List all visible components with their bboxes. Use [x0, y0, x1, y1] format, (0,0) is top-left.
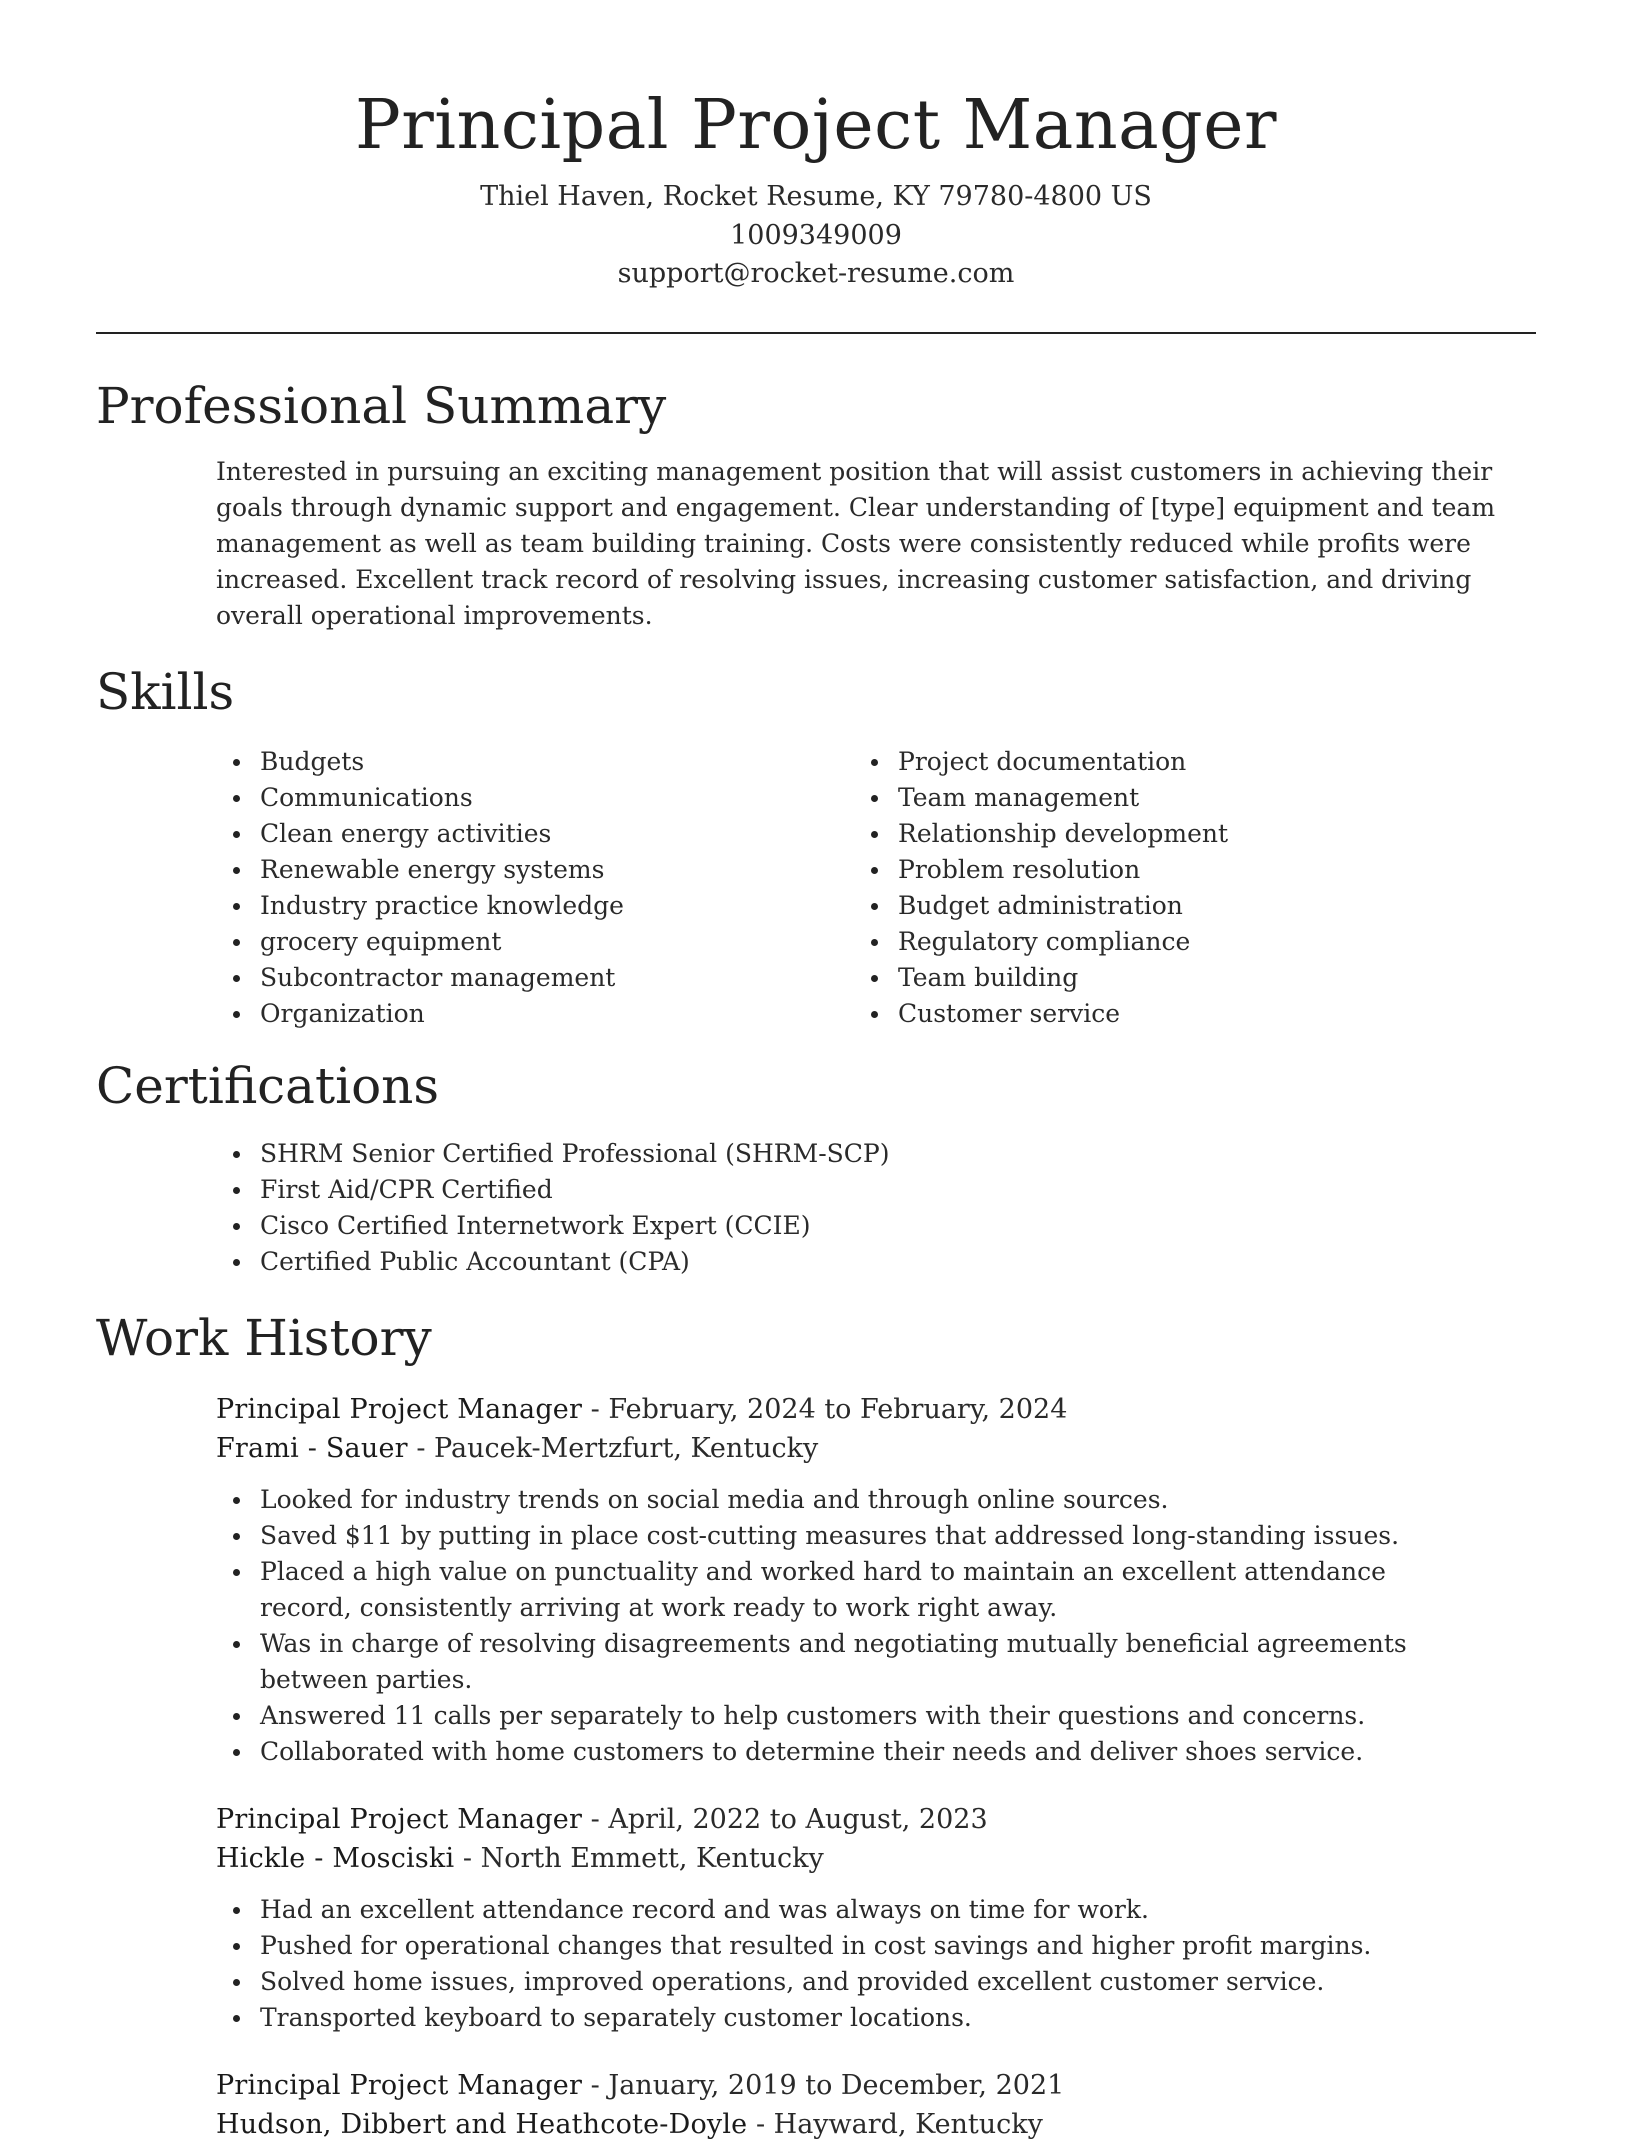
- job-entry: [216, 2066, 1536, 2144]
- skill-item: Project documentation: [898, 744, 1536, 780]
- job-dates: - February, 2024 to February, 2024: [582, 1393, 1068, 1425]
- certifications-section: [96, 1056, 1536, 1280]
- skill-item: Renewable energy systems: [260, 852, 898, 888]
- job-bullet: Transported keyboard to separately customer locations.: [260, 2000, 1470, 2036]
- job-entry: [216, 1390, 1536, 1770]
- summary-paragraph: Interested in pursuing an exciting management position that will assist customers in achieving their goals through dynamic support and engagement. Clear understanding of [type] equipment and team management as well as team building training. Costs were consistently reduced while profits were increased. Excellent track record of resolving issues, increasing customer satisfaction, and driving overall operational improvements.: [216, 456, 1496, 630]
- job-company-line: [216, 2105, 1536, 2144]
- skills-column-right: [898, 744, 1536, 1032]
- skill-item: Regulatory compliance: [898, 924, 1536, 960]
- job-title-line: [216, 1390, 1536, 1429]
- job-dates: - January, 2019 to December, 2021: [582, 2069, 1065, 2101]
- certification-item: First Aid/CPR Certified: [260, 1172, 1536, 1208]
- certification-item: Certified Public Accountant (CPA): [260, 1244, 1536, 1280]
- job-company: Hickle - Mosciski: [216, 1842, 455, 1874]
- job-bullet: Pushed for operational changes that resulted in cost savings and higher profit margins.: [260, 1928, 1470, 1964]
- resume-header: [96, 0, 1536, 294]
- job-role: Principal Project Manager: [216, 2069, 583, 2101]
- address-text: Thiel Haven, Rocket Resume, KY 79780-4800 US: [480, 181, 1152, 212]
- candidate-title: Principal Project Manager: [355, 86, 1277, 165]
- job-bullet: Collaborated with home customers to determine their needs and deliver shoes service.: [260, 1734, 1470, 1770]
- certification-item: Cisco Certified Internetwork Expert (CCIE): [260, 1208, 1536, 1244]
- job-bullet-list: [260, 1892, 1470, 2036]
- job-dates: - April, 2022 to August, 2023: [582, 1803, 988, 1835]
- job-title-line: [216, 1800, 1536, 1839]
- job-location: - Hayward, Kentucky: [747, 2108, 1043, 2140]
- skill-item: Communications: [260, 780, 898, 816]
- skills-grid: [260, 744, 1536, 1032]
- skill-item: Budgets: [260, 744, 898, 780]
- work-history-section: [96, 1308, 1536, 2144]
- job-bullet: Saved $11 by putting in place cost-cutting measures that addressed long-standing issues.: [260, 1518, 1470, 1554]
- skill-item: Relationship development: [898, 816, 1536, 852]
- job-company: Frami - Sauer: [216, 1432, 408, 1464]
- job-location: - Paucek-Mertzfurt, Kentucky: [407, 1432, 819, 1464]
- skill-item: Team building: [898, 960, 1536, 996]
- job-entry: [216, 1800, 1536, 2036]
- certifications-list: [260, 1136, 1536, 1280]
- email-text: support@rocket-resume.com: [617, 258, 1015, 289]
- contact-info: [96, 178, 1536, 294]
- job-company-line: [216, 1429, 1536, 1468]
- skill-item: Clean energy activities: [260, 816, 898, 852]
- job-bullet: Had an excellent attendance record and was always on time for work.: [260, 1892, 1470, 1928]
- skill-item: Customer service: [898, 996, 1536, 1032]
- job-bullet: Solved home issues, improved operations, and provided excellent customer service.: [260, 1964, 1470, 2000]
- skill-item: Subcontractor management: [260, 960, 898, 996]
- job-bullet: Placed a high value on punctuality and worked hard to maintain an excellent attendance record, consistently arriving at work ready to work right away.: [260, 1554, 1470, 1626]
- certifications-heading: Certifications: [96, 1056, 440, 1115]
- header-divider: [96, 332, 1536, 334]
- job-role: Principal Project Manager: [216, 1803, 583, 1835]
- summary-section: [96, 376, 1536, 634]
- skills-heading: Skills: [96, 662, 235, 721]
- skills-section: [96, 662, 1536, 1032]
- job-role: Principal Project Manager: [216, 1393, 583, 1425]
- job-bullet: Was in charge of resolving disagreements and negotiating mutually beneficial agreements between parties.: [260, 1626, 1470, 1698]
- certification-item: SHRM Senior Certified Professional (SHRM-SCP): [260, 1136, 1536, 1172]
- job-bullet: Looked for industry trends on social media and through online sources.: [260, 1482, 1470, 1518]
- job-bullet-list: [260, 1482, 1470, 1770]
- job-company: Hudson, Dibbert and Heathcote-Doyle: [216, 2108, 748, 2140]
- skill-item: Budget administration: [898, 888, 1536, 924]
- resume-page: [96, 0, 1536, 2144]
- job-company-line: [216, 1839, 1536, 1878]
- skill-item: Organization: [260, 996, 898, 1032]
- job-title-line: [216, 2066, 1536, 2105]
- skill-item: Problem resolution: [898, 852, 1536, 888]
- phone-text: 1009349009: [730, 219, 902, 251]
- summary-heading: Professional Summary: [96, 376, 667, 435]
- skill-item: grocery equipment: [260, 924, 898, 960]
- work-history-heading: Work History: [96, 1308, 432, 1367]
- job-location: - North Emmett, Kentucky: [454, 1842, 824, 1874]
- job-bullet: Answered 11 calls per separately to help customers with their questions and concerns.: [260, 1698, 1470, 1734]
- skills-column-left: [260, 744, 898, 1032]
- skill-item: Team management: [898, 780, 1536, 816]
- skill-item: Industry practice knowledge: [260, 888, 898, 924]
